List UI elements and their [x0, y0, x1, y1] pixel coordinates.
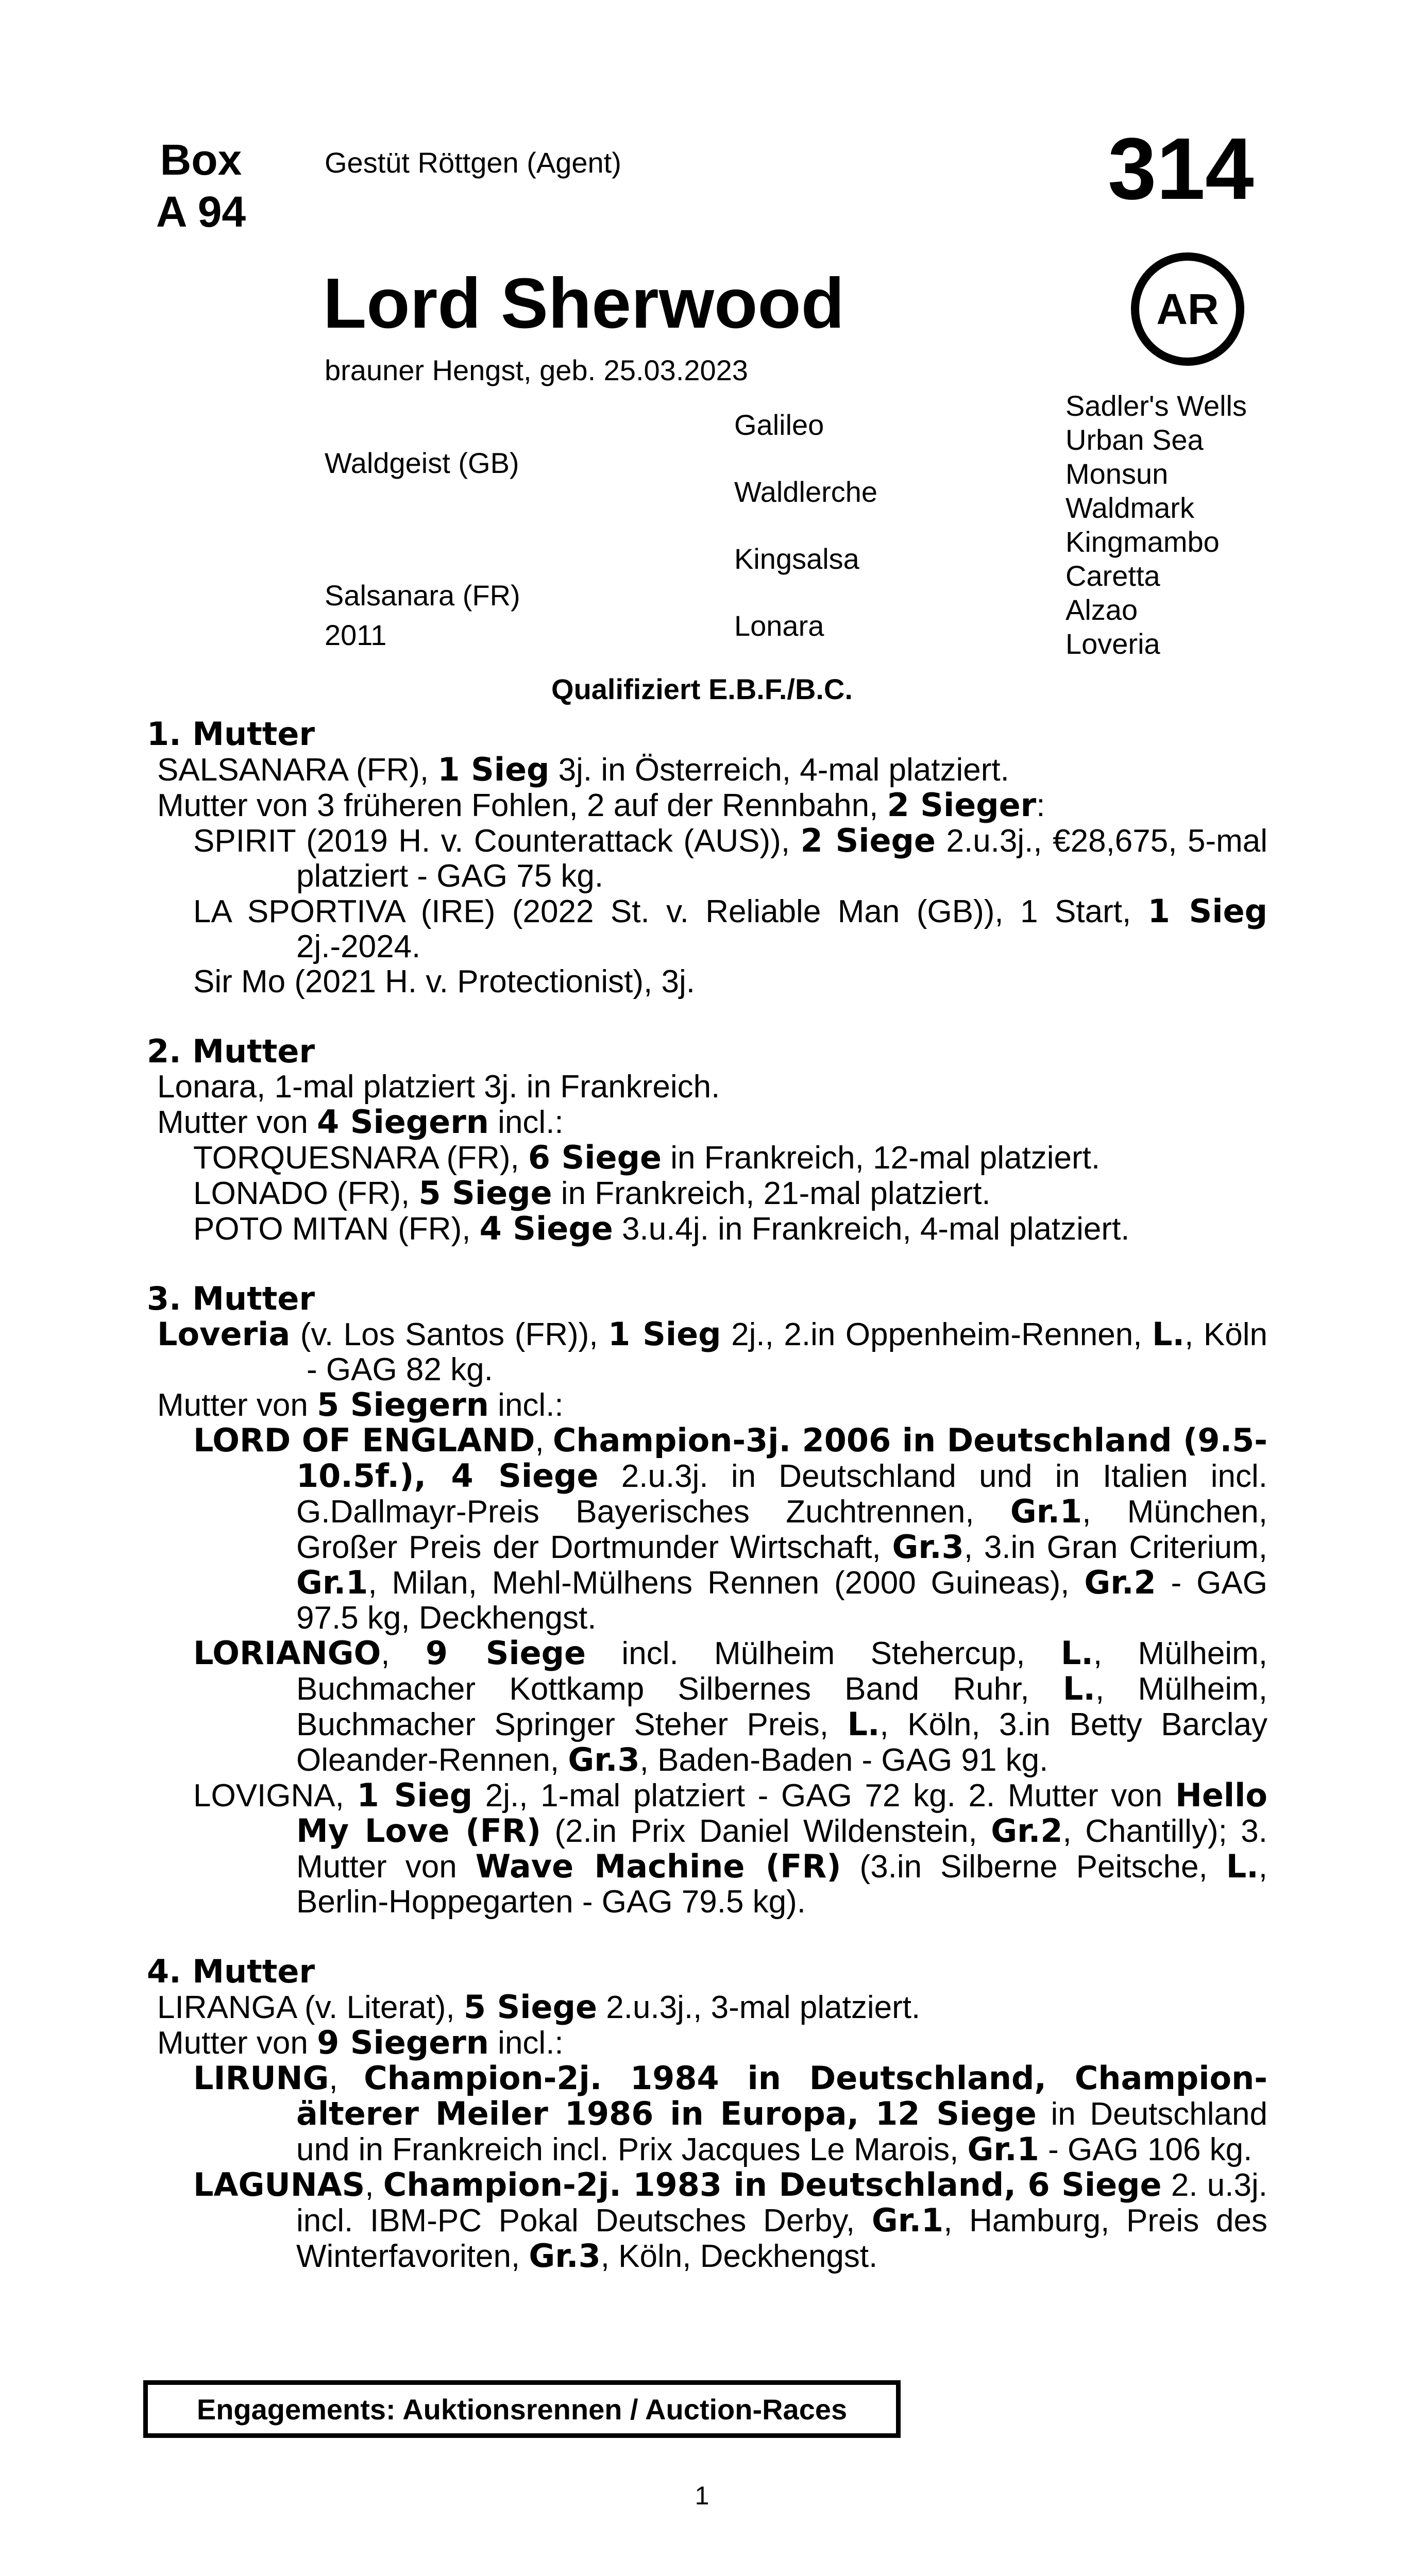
lot-number: 314: [1108, 120, 1254, 218]
pedigree-gen3-item: Kingmambo: [1065, 526, 1220, 558]
produce-entry: LOVIGNA, 1 Sieg 2j., 1-mal platziert - GAG 72 kg. 2. Mutter von Hello My Love (FR) (2.in Prix Daniel Wildenstein, Gr.2, Chantilly); 3. Mutter von Wave Machine (FR) (3.in Silberne Peitsche, L., Berlin-Hoppegarten - GAG 79.5 kg).: [193, 1776, 1268, 1920]
produce-entry: LONADO (FR), 5 Siege in Frankreich, 21-mal platziert.: [193, 1174, 991, 1212]
catalogue-body: [147, 716, 1267, 2308]
pedigree-gen3-item: Sadler's Wells: [1065, 389, 1247, 422]
produce-entry: POTO MITAN (FR), 4 Siege 3.u.4j. in Frankreich, 4-mal platziert.: [193, 1210, 1130, 1247]
section-heading: 3. Mutter: [147, 1280, 315, 1317]
ar-badge: [1131, 252, 1244, 366]
box-label: [149, 134, 252, 238]
pedigree-dam-sire: Kingsalsa: [734, 543, 859, 575]
dam-produce-summary: Mutter von 3 früheren Fohlen, 2 auf der Rennbahn, 2 Sieger:: [157, 786, 1045, 824]
pedigree-gen3-item: Caretta: [1065, 560, 1160, 592]
pedigree-gen3-item: Urban Sea: [1065, 423, 1204, 456]
pedigree-gen3-item: Loveria: [1065, 628, 1160, 660]
page-number: 1: [695, 2481, 709, 2510]
dam-produce-summary: Mutter von 4 Siegern incl.:: [157, 1103, 564, 1141]
pedigree-sire-dam: Waldlerche: [734, 476, 878, 508]
pedigree-sire-sire: Galileo: [734, 409, 824, 441]
section-first-dam: [147, 716, 1267, 999]
dam-record: LIRANGA (v. Literat), 5 Siege 2.u.3j., 3-mal platziert.: [157, 1988, 921, 2026]
produce-entry: LA SPORTIVA (IRE) (2022 St. v. Reliable Man (GB)), 1 Start, 1 Sieg 2j.-2024.: [193, 892, 1267, 964]
produce-entry: LIRUNG, Champion-2j. 1984 in Deutschland, Champion-älterer Meiler 1986 in Europa, 12 Siege in Deutschland und in Frankreich incl. Prix Jacques Le Marois, Gr.1 - GAG 106 kg.: [193, 2059, 1267, 2168]
dam-record: Lonara, 1-mal platziert 3j. in Frankreich.: [157, 1069, 720, 1105]
section-third-dam: [147, 1281, 1267, 1920]
pedigree-sire: Waldgeist (GB): [325, 447, 519, 479]
dam-record: Loveria (v. Los Santos (FR)), 1 Sieg 2j., 2.in Oppenheim-Rennen, L., Köln - GAG 82 kg.: [157, 1315, 1267, 1387]
horse-description: brauner Hengst, geb. 25.03.2023: [325, 354, 748, 386]
produce-entry: SPIRIT (2019 H. v. Counterattack (AUS)), 2 Siege 2.u.3j., €28,675, 5-mal platziert - GAG 75 kg.: [193, 822, 1268, 894]
section-heading: 4. Mutter: [147, 1953, 315, 1990]
produce-entry: Sir Mo (2021 H. v. Protectionist), 3j.: [193, 964, 695, 999]
produce-entry: TORQUESNARA (FR), 6 Siege in Frankreich, 12-mal platziert.: [193, 1139, 1101, 1176]
produce-entry: LAGUNAS, Champion-2j. 1983 in Deutschland, 6 Siege 2. u.3j. incl. IBM-PC Pokal Deutsches Derby, Gr.1, Hamburg, Preis des Winterfavoriten, Gr.3, Köln, Deckhengst.: [193, 2166, 1267, 2275]
pedigree-gen3-item: Waldmark: [1065, 492, 1194, 524]
dam-record: SALSANARA (FR), 1 Sieg 3j. in Österreich, 4-mal platziert.: [157, 751, 1009, 788]
section-heading: 2. Mutter: [147, 1032, 315, 1070]
pedigree-dam: Salsanara (FR): [325, 579, 520, 612]
box-label-line-1: Box: [160, 135, 242, 184]
pedigree-dam-dam: Lonara: [734, 609, 824, 642]
engagements-text: Engagements: Auktionsrennen / Auction-Races: [196, 2393, 848, 2426]
section-fourth-dam: [147, 1954, 1267, 2274]
engagements-box: [143, 2380, 901, 2438]
qualification: Qualifiziert E.B.F./B.C.: [551, 673, 853, 705]
dam-produce-summary: Mutter von 9 Siegern incl.:: [157, 2024, 564, 2061]
box-label-line-2: A 94: [156, 187, 246, 236]
section-heading: 1. Mutter: [147, 715, 315, 753]
produce-entry: LORIANGO, 9 Siege incl. Mülheim Stehercup, L., Mülheim, Buchmacher Kottkamp Silbernes Band Ruhr, L., Mülheim, Buchmacher Springer Steher Preis, L., Köln, 3.in Betty Barclay Oleander-Rennen, Gr.3, Baden-Baden - GAG 91 kg.: [193, 1634, 1267, 1778]
pedigree-gen3-item: Monsun: [1065, 457, 1169, 490]
ar-badge-text: AR: [1156, 284, 1219, 333]
dam-produce-summary: Mutter von 5 Siegern incl.:: [157, 1386, 564, 1423]
pedigree-third-generation: [1065, 389, 1247, 661]
pedigree-gen3-item: Alzao: [1065, 594, 1138, 626]
produce-entry: LORD OF ENGLAND, Champion-3j. 2006 in Deutschland (9.5-10.5f.), 4 Siege 2.u.3j. in Deutschland und in Italien incl. G.Dallmayr-Preis Bayerisches Zuchtrennen, Gr.1, München, Großer Preis der Dortmunder Wirtschaft, Gr.3, 3.in Gran Criterium, Gr.1, Milan, Mehl-Mülhens Rennen (2000 Guineas), Gr.2 - GAG 97.5 kg, Deckhengst.: [193, 1421, 1268, 1636]
pedigree-dam-year: 2011: [325, 619, 387, 651]
horse-name: Lord Sherwood: [323, 264, 844, 343]
consignor: Gestüt Röttgen (Agent): [325, 146, 621, 179]
section-second-dam: [147, 1033, 1267, 1247]
